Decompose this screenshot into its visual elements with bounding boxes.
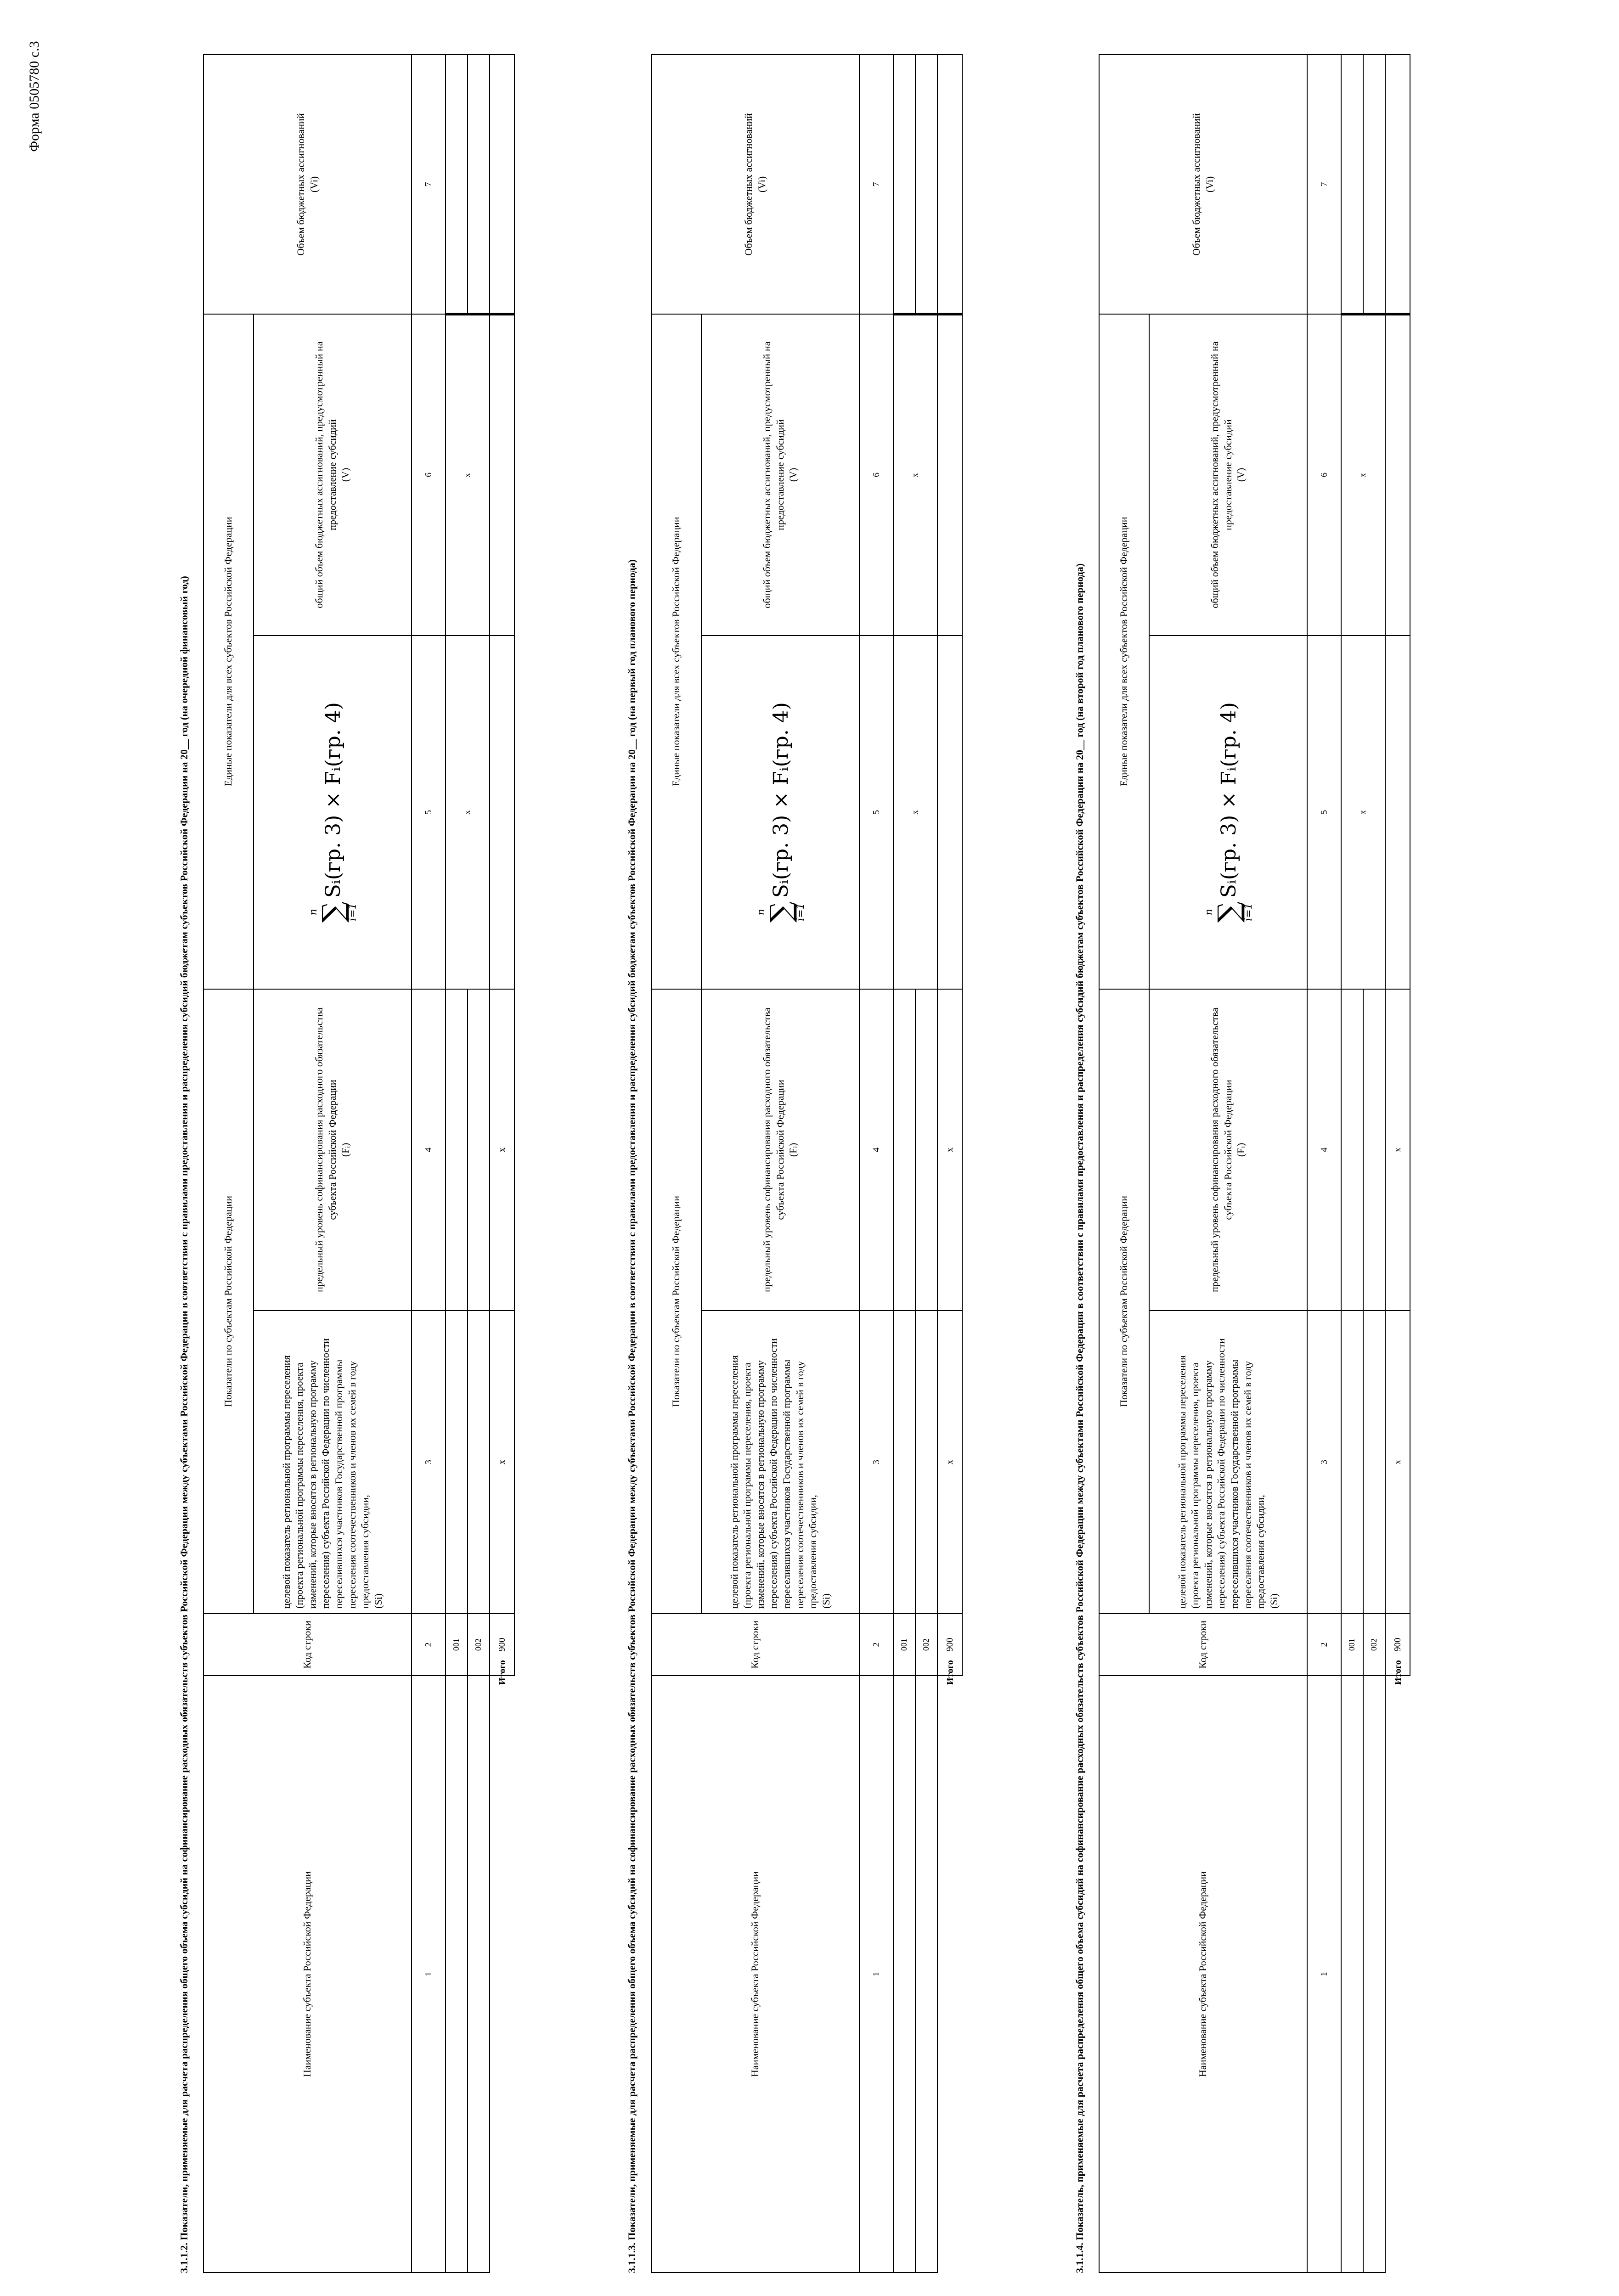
subject-name-cell[interactable] [446,1676,468,2273]
col-v-header: общий объем бюджетных ассигнований, предусмотренный на предоставление субсидий (V) [254,314,412,636]
fi-cell[interactable] [1341,989,1363,1311]
total-v-cell[interactable] [937,314,962,636]
index-5: 5 [412,636,446,989]
section-title: 3.1.1.4. Показатель, применяемые для расчета распределения общего объема субсидий на софинансирование расходных обязательств субъектов Российской Федерации между субъектами Российской Федерации в соответствии с правилами предоставления и распределения субсидий бюджетам субъектов Российской Федерации на 20__ год (на второй год планового периода) [1074,563,1085,2273]
vi-cell[interactable] [468,55,490,314]
section-title: 3.1.1.2. Показатели, применяемые для расчета распределения общего объема субсидий на софинансирование расходных обязательств субъектов Российской Федерации между субъектами Российской Федерации в соответствии с правилами предоставления и распределения субсидий бюджетам субъектов Российской Федерации на 20__ год (на очередной финансовый год) [178,576,190,2273]
group-common-header: Единые показатели для всех субъектов Российской Федерации [203,314,254,989]
subject-name-cell[interactable] [1363,1676,1385,2273]
group-common-header: Единые показатели для всех субъектов Российской Федерации [1099,314,1149,989]
total-formula-cell[interactable] [937,636,962,989]
index-3: 3 [1307,1311,1341,1614]
index-1: 1 [412,1676,446,2273]
row-code-cell: 001 [1341,1614,1363,1676]
col-si-header: целевой показатель региональной программы переселения (проекта региональной программы переселения, проекта изменений, которые вносятся в региональную программу переселения) субъекта Российской Федерации по численности переселившихся участников Государственной программы переселения соотечественников и членов их семей в году предоставления субсидии, (Si) [1149,1311,1307,1614]
fi-cell[interactable] [915,989,937,1311]
row-code-cell: 001 [446,1614,468,1676]
total-vi-cell[interactable] [490,55,514,314]
total-label: Итого [490,1676,514,1689]
col-fi-header: предельный уровень софинансирования расходного обязательства субъекта Российской Федерации (Fᵢ) [1149,989,1307,1311]
sum-formula: n ∑ i=1 Sᵢ(гр. 3) × Fᵢ(гр. 4) [308,702,359,923]
group-subject-header: Показатели по субъектам Российской Федерации [203,989,254,1614]
report-section [1066,55,1506,2273]
indicator-table [651,54,963,2273]
col-v-header: общий объем бюджетных ассигнований, предусмотренный на предоставление субсидий (V) [1149,314,1307,636]
index-7: 7 [859,55,893,314]
total-fi-cell: x [490,989,514,1311]
row-code-cell: 002 [1363,1614,1385,1676]
col-si-header: целевой показатель региональной программы переселения (проекта региональной программы переселения, проекта изменений, которые вносятся в региональную программу переселения) субъекта Российской Федерации по численности переселившихся участников Государственной программы переселения соотечественников и членов их семей в году предоставления субсидии, (Si) [701,1311,859,1614]
group-common-header: Единые показатели для всех субъектов Российской Федерации [651,314,701,989]
col-v-header: общий объем бюджетных ассигнований, предусмотренный на предоставление субсидий (V) [701,314,859,636]
index-1: 1 [1307,1676,1341,2273]
si-cell[interactable] [446,1311,468,1614]
vi-cell[interactable] [446,55,468,314]
sum-formula: n ∑ i=1 Sᵢ(гр. 3) × Fᵢ(гр. 4) [1203,702,1254,923]
si-cell[interactable] [1341,1311,1363,1614]
col-code-header: Код строки [1099,1614,1307,1676]
total-label: Итого [1385,1676,1410,1689]
index-2: 2 [859,1614,893,1676]
subject-name-cell[interactable] [893,1676,915,2273]
index-6: 6 [1307,314,1341,636]
col-vi-header: Объем бюджетных ассигнований (Vi) [1099,55,1307,314]
index-7: 7 [412,55,446,314]
total-label: Итого [937,1676,962,1689]
si-cell[interactable] [1363,1311,1385,1614]
fi-cell[interactable] [1363,989,1385,1311]
row-code-cell: 002 [915,1614,937,1676]
index-2: 2 [1307,1614,1341,1676]
index-4: 4 [1307,989,1341,1311]
col-code-header: Код строки [651,1614,859,1676]
form-number: Форма 0505780 с.3 [27,41,42,152]
fi-cell[interactable] [468,989,490,1311]
index-1: 1 [859,1676,893,2273]
row-code-cell: 001 [893,1614,915,1676]
total-formula-cell[interactable] [490,636,514,989]
group-subject-header: Показатели по субъектам Российской Федерации [651,989,701,1614]
subject-name-cell[interactable] [915,1676,937,2273]
index-6: 6 [859,314,893,636]
fi-cell[interactable] [893,989,915,1311]
col-vi-header: Объем бюджетных ассигнований (Vi) [651,55,859,314]
sum-formula: n ∑ i=1 Sᵢ(гр. 3) × Fᵢ(гр. 4) [756,702,807,923]
si-cell[interactable] [893,1311,915,1614]
col-formula-header [1149,636,1307,989]
total-fi-cell: x [1385,989,1410,1311]
col-subject-name-header: Наименование субъекта Российской Федерации [203,1676,412,2273]
group-subject-header: Показатели по субъектам Российской Федерации [1099,989,1149,1614]
si-cell[interactable] [915,1311,937,1614]
report-section [618,55,1059,2273]
vi-cell[interactable] [1341,55,1363,314]
total-si-cell: x [490,1311,514,1614]
total-v-cell[interactable] [490,314,514,636]
total-code-cell: 900 [490,1614,514,1676]
v-value-cell: x [893,314,937,636]
indicator-table [203,54,515,2273]
total-vi-cell[interactable] [1385,55,1410,314]
index-4: 4 [859,989,893,1311]
vi-cell[interactable] [893,55,915,314]
v-value-cell: x [446,314,490,636]
total-fi-cell: x [937,989,962,1311]
index-5: 5 [859,636,893,989]
total-v-cell[interactable] [1385,314,1410,636]
col-code-header: Код строки [203,1614,412,1676]
report-section [170,55,611,2273]
v-value-cell: x [1341,314,1385,636]
col-fi-header: предельный уровень софинансирования расходного обязательства субъекта Российской Федерации (Fᵢ) [254,989,412,1311]
total-code-cell: 900 [937,1614,962,1676]
index-4: 4 [412,989,446,1311]
section-title: 3.1.1.3. Показатели, применяемые для расчета распределения общего объема субсидий на софинансирование расходных обязательств субъектов Российской Федерации между субъектами Российской Федерации в соответствии с правилами предоставления и распределения субсидий бюджетам субъектов Российской Федерации на 20__ год (на первый год планового периода) [626,559,637,2273]
vi-cell[interactable] [1363,55,1385,314]
index-3: 3 [859,1311,893,1614]
fi-cell[interactable] [446,989,468,1311]
indicator-table [1099,54,1410,2273]
total-si-cell: x [1385,1311,1410,1614]
formula-value-cell: x [1341,636,1385,989]
formula-value-cell: x [893,636,937,989]
col-si-header: целевой показатель региональной программы переселения (проекта региональной программы переселения, проекта изменений, которые вносятся в региональную программу переселения) субъекта Российской Федерации по численности переселившихся участников Государственной программы переселения соотечественников и членов их семей в году предоставления субсидии, (Si) [254,1311,412,1614]
row-code-cell: 002 [468,1614,490,1676]
total-formula-cell[interactable] [1385,636,1410,989]
index-7: 7 [1307,55,1341,314]
formula-value-cell: x [446,636,490,989]
col-subject-name-header: Наименование субъекта Российской Федерации [1099,1676,1307,2273]
col-vi-header: Объем бюджетных ассигнований (Vi) [203,55,412,314]
col-formula-header [254,636,412,989]
col-fi-header: предельный уровень софинансирования расходного обязательства субъекта Российской Федерации (Fᵢ) [701,989,859,1311]
index-3: 3 [412,1311,446,1614]
index-5: 5 [1307,636,1341,989]
col-subject-name-header: Наименование субъекта Российской Федерации [651,1676,859,2273]
si-cell[interactable] [468,1311,490,1614]
index-6: 6 [412,314,446,636]
total-code-cell: 900 [1385,1614,1410,1676]
col-formula-header [701,636,859,989]
total-vi-cell[interactable] [937,55,962,314]
subject-name-cell[interactable] [1341,1676,1363,2273]
total-si-cell: x [937,1311,962,1614]
subject-name-cell[interactable] [468,1676,490,2273]
vi-cell[interactable] [915,55,937,314]
index-2: 2 [412,1614,446,1676]
